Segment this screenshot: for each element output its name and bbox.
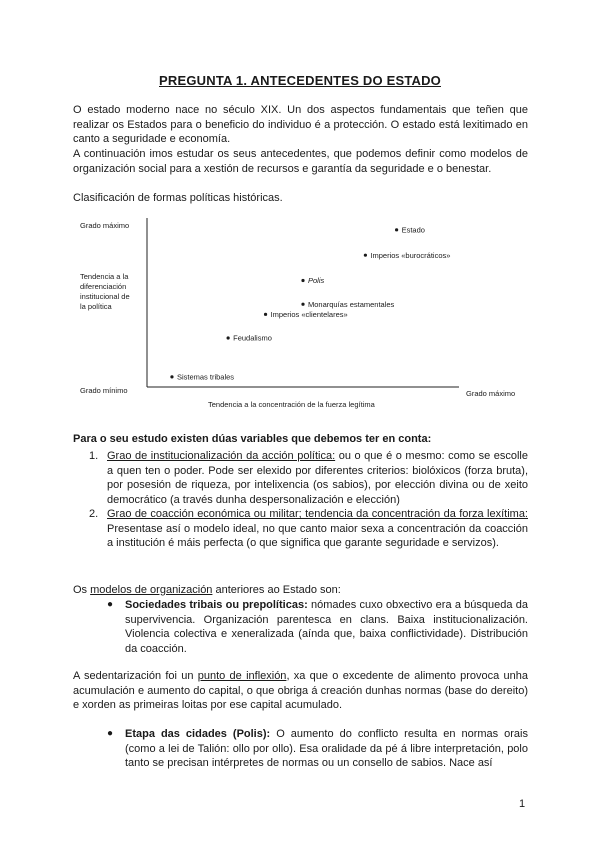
chart-point-label: Estado: [401, 225, 425, 235]
sedent-pre: A sedentarización foi un: [73, 670, 198, 682]
chart-point-label: Polis: [308, 276, 325, 286]
modelos-post: anteriores ao Estado son:: [212, 584, 341, 596]
bullet-text: O aumento do conflicto resulta en normas orais (como a lei de Talión: ollo por ollo). Esa oralidade da pé á libre interpretación, polo tanto se precisan intérpretes de normas ou un consello de sabios. Nace así: [125, 728, 528, 769]
chart-point: [301, 279, 304, 282]
sedentarizacion-paragraph: [73, 669, 528, 713]
y-axis-top-label: Grado máximo: [80, 221, 130, 230]
chart-axes: [147, 218, 459, 387]
chart-point-label: Feudalismo: [233, 333, 272, 343]
variable-text: ou o que é o mesmo: como se escolle a quen ten o poder. Pode ser elexido por diferentes criterios: biolóxicos (forza bruta), por posesión de riqueza, por intelixencia (os sabios), por elección divina ou de xeito democrático (a través dunha despersonalización e elección): [107, 450, 528, 506]
chart-points: [170, 225, 450, 381]
chart-point-label: Monarquías estamentales: [308, 299, 395, 309]
page-title: PREGUNTA 1. ANTECEDENTES DO ESTADO: [159, 73, 441, 88]
list-item: [73, 727, 528, 771]
variable-text: Presentase así o modelo ideal, no que canto maior sexa a concentración da coacción a institución é máis perfecta (o que significa que garante seguridade e servizos).: [107, 522, 528, 549]
y-axis-title-line: institucional de: [80, 292, 130, 301]
bullet-icon: ●: [107, 728, 114, 739]
chart-point-label: Imperios «burocráticos»: [370, 250, 451, 260]
bullet-list-2: [73, 727, 528, 771]
y-axis-bottom-label: Grado mínimo: [80, 386, 128, 395]
list-item: [73, 598, 528, 656]
modelos-underlined: modelos de organización: [90, 584, 213, 596]
modelos-pre: Os: [73, 584, 91, 596]
chart-point: [301, 303, 304, 306]
political-forms-chart: [74, 213, 534, 413]
intro-paragraph-2: A continuación imos estudar os seus antecedentes, que podemos definir como modelos de organización social para a xestión de recursos e garantía da seguridade e o benestar.: [73, 148, 528, 175]
x-axis-title: Tendencia a la concentración de la fuerza legítima: [208, 400, 375, 409]
variable-item-2: [73, 507, 528, 551]
variable-item-1: [73, 449, 528, 507]
chart-point: [227, 336, 230, 339]
bullet-title: Sociedades tribais ou prepolíticas:: [125, 599, 308, 611]
chart-point: [364, 254, 367, 257]
intro-paragraph-1: O estado moderno nace no século XIX. Un dos aspectos fundamentais que teñen que realizar os Estados para o beneficio do individuo é a protección. O estado está lexitimado en canto a seguridade e economía.: [73, 104, 528, 145]
chart-point-label: Sistemas tribales: [176, 372, 235, 382]
bullet-icon: ●: [107, 599, 114, 610]
variable-title: Grao de institucionalización da acción política:: [107, 450, 336, 462]
y-axis-title-line: diferenciación: [80, 282, 127, 291]
sedent-post: , xa que o excedente de alimento provoca unha acumulación e aumento do capital, o que obriga á creación dunhas normas (base do dereito) e xorden as primeiras loitas por ese capital acumulado.: [73, 670, 528, 711]
sedent-underlined: punto de inflexión: [197, 670, 287, 682]
modelos-paragraph: [73, 583, 528, 598]
chart-point: [264, 313, 267, 316]
y-axis-title-line: la política: [80, 302, 112, 311]
page-number: 1: [519, 798, 526, 810]
chart-point: [395, 228, 398, 231]
bullet-list-1: [73, 598, 528, 656]
y-axis-title-line: Tendencia a la: [80, 272, 129, 281]
chart-point-label: Imperios «clientelares»: [270, 309, 348, 319]
list-number: 1.: [89, 450, 99, 462]
chart-caption: Clasificación de formas políticas históricas.: [73, 192, 283, 204]
list-number: 2.: [89, 508, 99, 520]
bullet-text: nómades cuxo obxectivo era a búsqueda da supervivencia. Organización parentesca en clans. Baixa institucionalización. Violencia colectiva e xeneralizada (aínda que, baixa conflictividade). Distribución da coacción.: [125, 599, 528, 655]
x-axis-right-label: Grado máximo: [466, 389, 516, 398]
variables-list: [73, 449, 528, 551]
bullet-title: Etapa das cidades (Polis):: [125, 728, 271, 740]
chart-point: [170, 375, 173, 378]
variables-heading: Para o seu estudo existen dúas variables que debemos ter en conta:: [73, 433, 432, 445]
variable-title: Grao de coacción económica ou militar; tendencia da concentración da forza lexítima:: [107, 508, 528, 520]
